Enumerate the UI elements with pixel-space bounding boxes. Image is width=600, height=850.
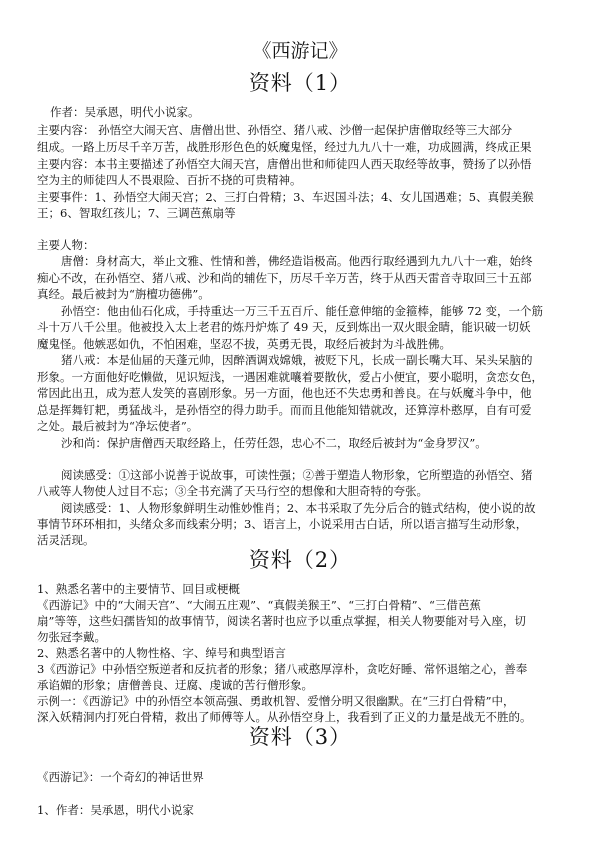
- text-line: 形象。一方面他好吃懒做，见识短浅，一遇困难就嚷着要散伙，爱占小便宜，要小聪明，贪恋女色，: [37, 370, 543, 384]
- text-line: 深入妖精洞内打死白骨精，救出了师傅等人。从孙悟空身上，我看到了正义的力量是战无不胜的。: [37, 710, 532, 724]
- text-line: 活灵活现。: [37, 533, 95, 547]
- text-line: 《西游记》中的“大闹天宫”、“大闹五庄观”、“真假美猴王”、“三打白骨精”、“三借芭蕉: [37, 598, 481, 612]
- text-line: 唐僧：身材高大，举止文雅、性情和善，佛经造诣极高。他西行取经遇到九九八十一难，始终: [61, 254, 533, 268]
- text-line: 1、熟悉名著中的主要情节、回目或梗概: [37, 582, 240, 596]
- section-1-heading: 资料（1）: [248, 71, 352, 95]
- text-line: 事情节环环相扣，头绪众多而线索分明；3、语言上，小说采用古白话，所以语言描写生动形象，: [37, 517, 528, 531]
- text-line: 主要人物：: [37, 238, 95, 252]
- text-line: 作者：吴承恩，明代小说家。: [50, 105, 200, 119]
- text-line: 之处。最后被封为“净坛使者”。: [37, 419, 199, 433]
- text-line: 主要内容： 孙悟空大闹天宫、唐僧出世、孙悟空、猪八戒、沙僧一起保护唐僧取经等三大部分: [37, 123, 513, 137]
- text-line: 猪八戒：本是仙届的天蓬元帅，因醉酒调戏嫦娥，被贬下凡，长成一副长嘴大耳、呆头呆脑的: [61, 353, 533, 367]
- text-line: 扇”等等，这些妇孺皆知的故事情节，阅读名著时也应予以重点掌握，相关人物要能对号入座，切: [37, 614, 526, 628]
- text-line: 斗十万八千公里。他被投入太上老君的炼丹炉炼了 49 天，反到炼出一双火眼金睛，能识破一切妖: [37, 320, 531, 334]
- text-line: 王；6、智取红孩儿；7、三调芭蕉扇等: [37, 206, 236, 220]
- text-line: 勿张冠李戴。: [37, 630, 106, 644]
- text-line: 1、作者：吴承恩，明代小说家: [37, 803, 194, 817]
- text-line: 八戒等人物使人过目不忘；③全书充满了天马行空的想像和大胆奇特的夸张。: [37, 484, 428, 498]
- text-line: 2、熟悉名著中的人物性格、字、绰号和典型语言: [37, 646, 286, 660]
- text-line: 阅读感受：1、人物形象鲜明生动惟妙惟肖；2、本书采取了先分后合的链式结构，使小说的故: [61, 501, 536, 515]
- text-line: 组成。一路上历尽千辛万苦，战胜形形色色的妖魔鬼怪，经过九九八十一难，功成圆满，终成正果: [37, 140, 532, 154]
- text-line: 沙和尚：保护唐僧西天取经路上，任劳任怨，忠心不二，取经后被封为“金身罗汉”。: [61, 436, 487, 450]
- text-line: 示例一：《西游记》中的孙悟空本领高强、勇敢机智、爱憎分明又很幽默。在“三打白骨精”中，: [37, 694, 515, 708]
- text-line: 3《西游记》中孙悟空叛逆者和反抗者的形象；猪八戒憨厚淳朴，贪吃好睡、常怀退缩之心，善奉: [37, 662, 528, 676]
- text-line: 主要事件：1、孙悟空大闹天宫；2、三打白骨精；3、车迟国斗法；4、女儿国遇难；5、真假美猴: [37, 190, 534, 204]
- book-title: 《西游记》: [252, 40, 348, 62]
- text-line: 《西游记》：一个奇幻的神话世界: [37, 770, 204, 784]
- text-line: 承谄媚的形象；唐僧善良、迂腐、虔诚的苦行僧形象。: [37, 678, 313, 692]
- text-line: 空为主的师徒四人不畏艰险、百折不挠的可贵精神。: [37, 173, 302, 187]
- section-3-heading: 资料（3）: [248, 725, 352, 749]
- section-2-heading: 资料（2）: [248, 548, 352, 572]
- text-line: 总是挥舞钉耙，勇猛战斗，是孙悟空的得力助手。而而且他能知错就改，还算淳朴憨厚，自有可爱: [37, 403, 532, 417]
- text-line: 常因此出丑，成为惹人发笑的喜剧形象。另一方面，他也还不失忠勇和善良。在与妖魔斗争中，他: [37, 386, 532, 400]
- text-line: 孙悟空：他由仙石化成，手持重达一万三千五百斤、能任意伸缩的金箍棒，能够 72 变，一个筋: [61, 304, 543, 318]
- text-line: 阅读感受：①这部小说善于说故事，可读性强；②善于塑造人物形象，它所塑造的孙悟空、猪: [61, 468, 533, 482]
- text-line: 主要内容：本书主要描述了孙悟空大闹天宫，唐僧出世和师徒四人西天取经等故事，赞扬了以孙悟: [37, 157, 532, 171]
- text-line: 真经。最后被封为“旃檀功德佛”。: [37, 287, 210, 301]
- text-line: 魔鬼怪。他嫉恶如仇，不怕困难，坚忍不拔，英勇无畏，取经后被封为斗战胜佛。: [37, 337, 451, 351]
- text-line: 痴心不改，在孙悟空、猪八戒、沙和尚的辅佐下，历尽千辛万苦，终于从西天雷音寺取回三十五部: [37, 271, 532, 285]
